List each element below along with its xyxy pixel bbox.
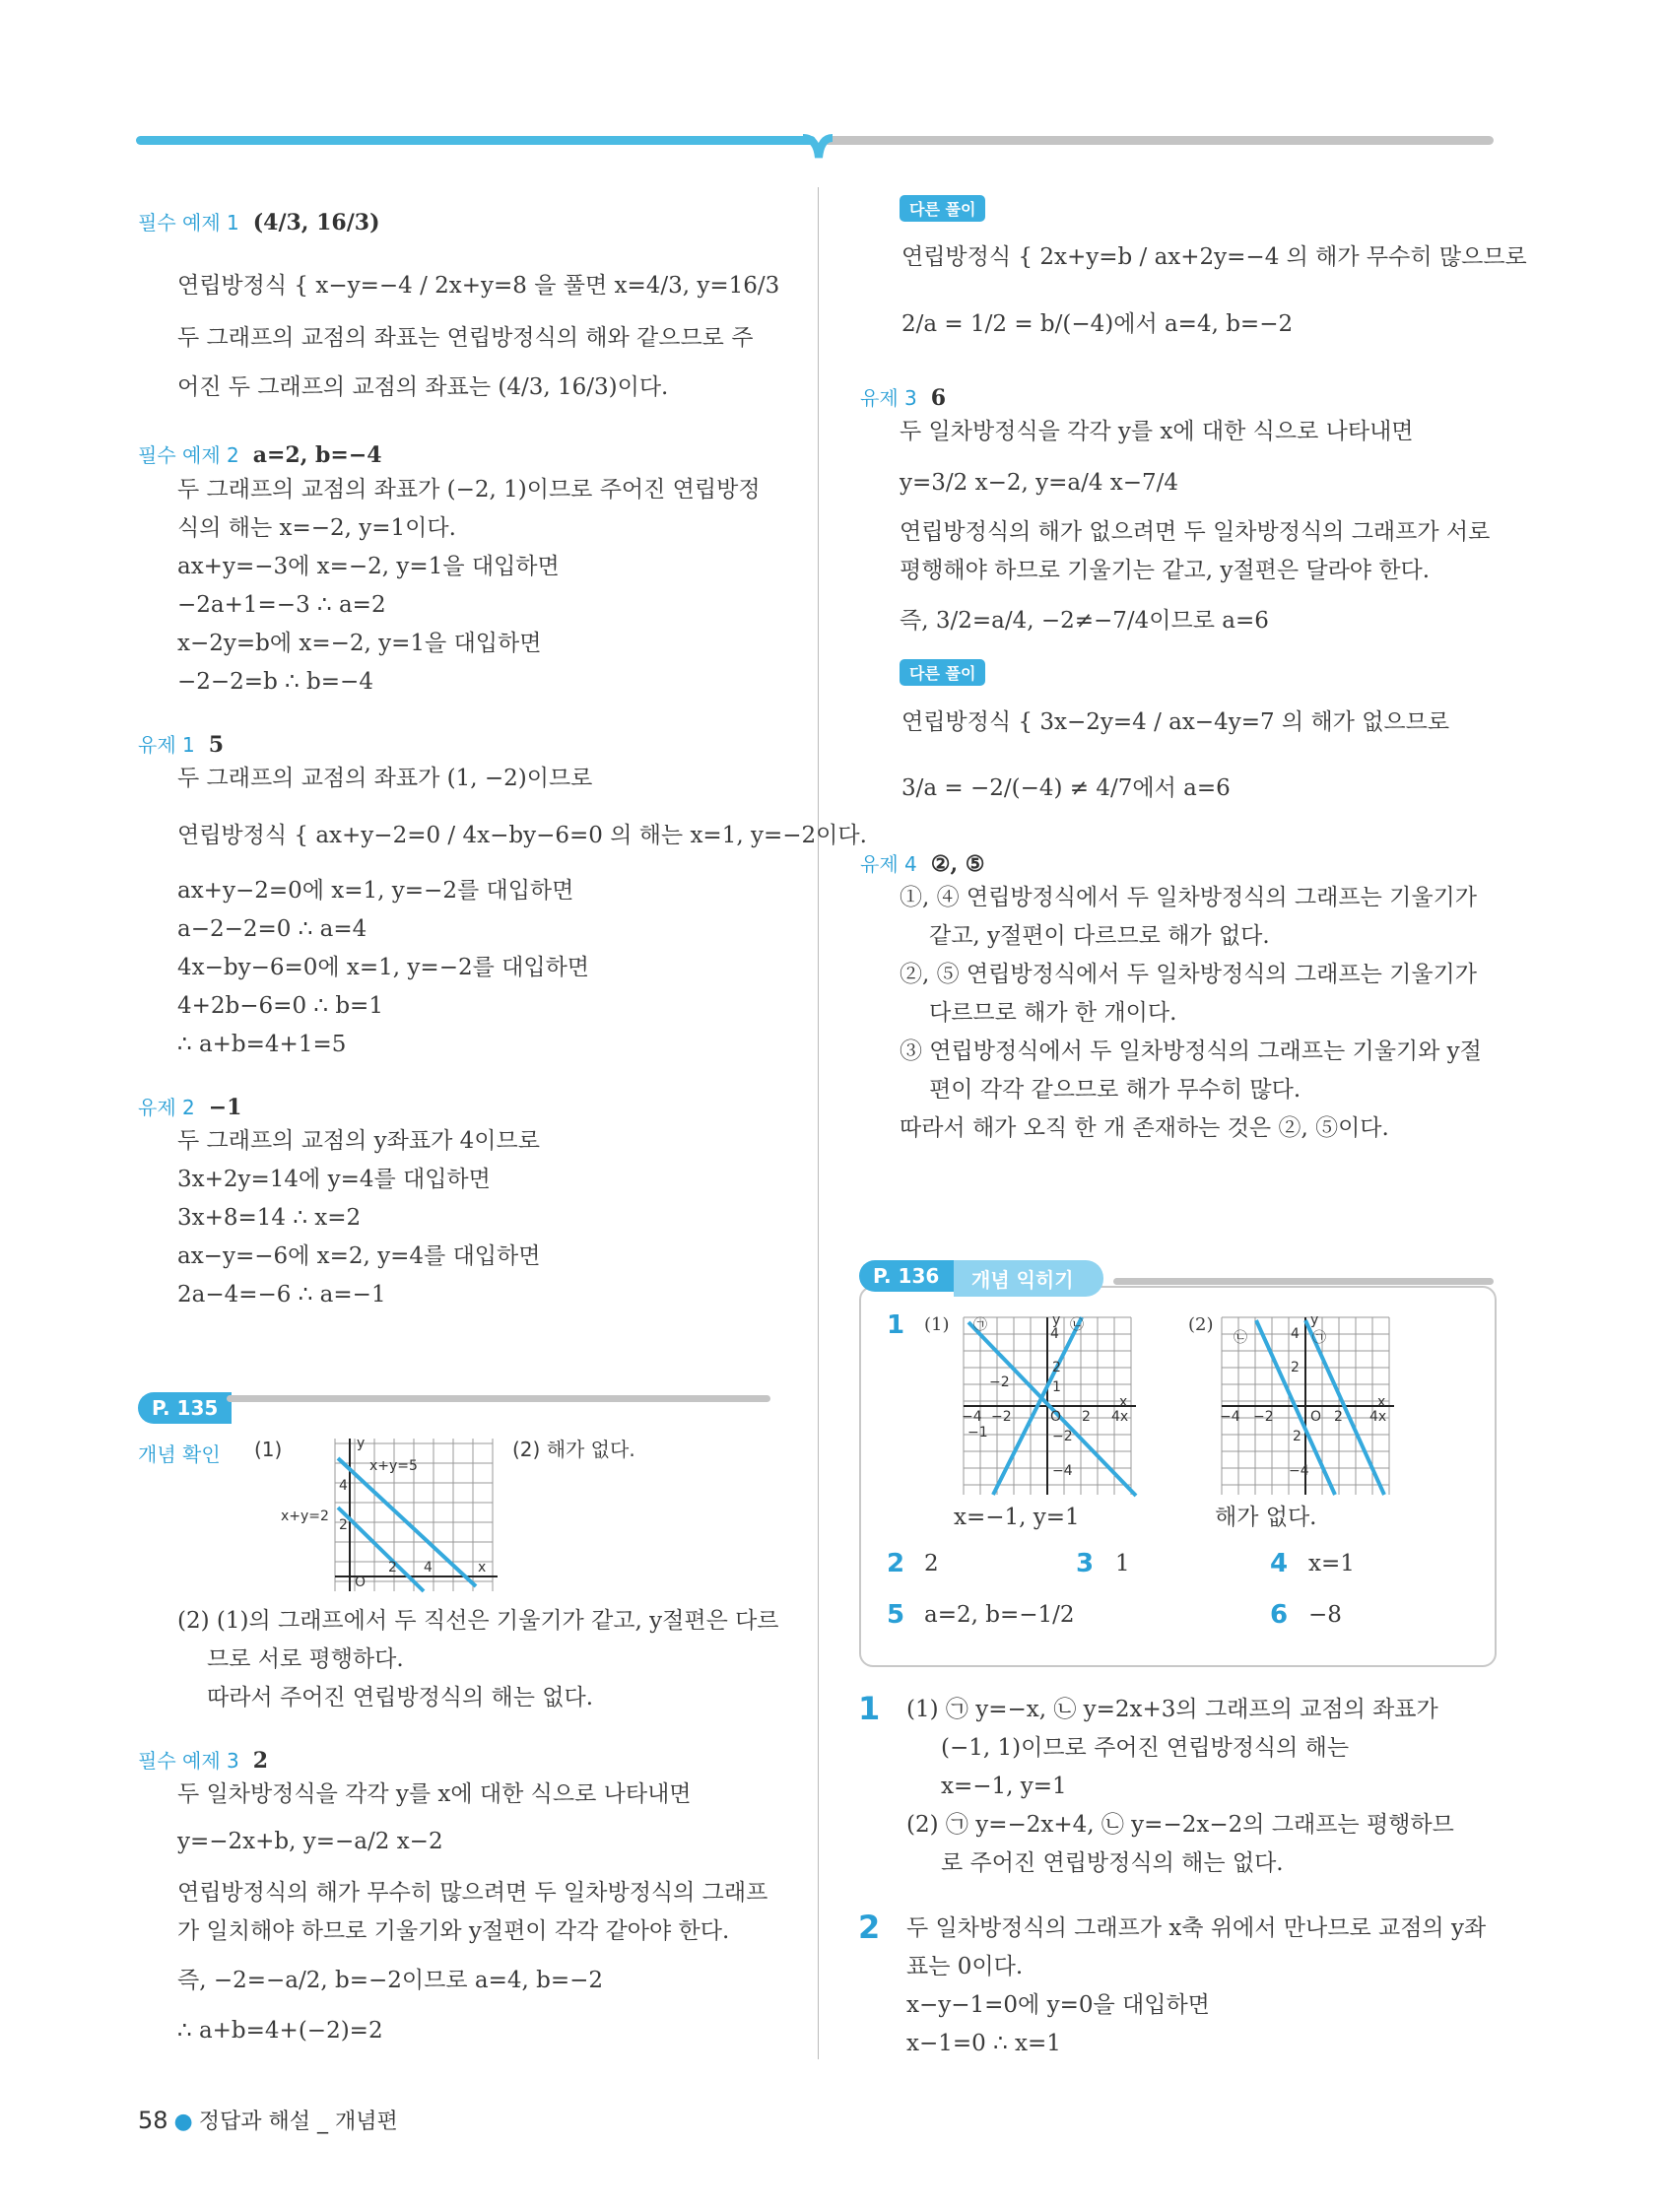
top-rule-left — [136, 136, 816, 145]
text-line: 3x+8=14 ∴ x=2 — [177, 1205, 362, 1231]
svg-text:−2: −2 — [991, 1409, 1012, 1425]
svg-text:㉠: ㉠ — [1312, 1330, 1326, 1346]
concept-check-2: (2) 해가 없다. — [512, 1438, 635, 1461]
svg-text:㉠: ㉠ — [973, 1317, 987, 1333]
text-line: 4x−by−6=0에 x=1, y=−2를 대입하면 — [177, 955, 590, 980]
page-badge-136: P. 136 — [859, 1260, 959, 1292]
graph-concept-check — [276, 1434, 502, 1601]
svg-text:4: 4 — [1291, 1326, 1300, 1342]
u4-heading: 유제 4 ②, ⑤ — [860, 851, 985, 877]
text-line: ①, ④ 연립방정식에서 두 일차방정식의 그래프는 기울기가 — [900, 885, 1477, 910]
svg-text:2: 2 — [1291, 1360, 1300, 1375]
text-line: 므로 서로 평행하다. — [207, 1646, 404, 1672]
svg-text:y: y — [1310, 1312, 1319, 1328]
text-line: x−1=0 ∴ x=1 — [906, 2031, 1061, 2056]
text-line: (1) ㉠ y=−x, ㉡ y=2x+3의 그래프의 교점의 좌표가 — [906, 1697, 1438, 1722]
svg-text:O: O — [355, 1575, 367, 1590]
text-line: 다르므로 해가 한 개이다. — [929, 1000, 1177, 1026]
text-line: 편이 각각 같으므로 해가 무수히 많다. — [929, 1077, 1301, 1103]
svg-text:4: 4 — [339, 1478, 348, 1494]
text-line: (−1, 1)이므로 주어진 연립방정식의 해는 — [941, 1735, 1350, 1761]
text-line: 식의 해는 x=−2, y=1이다. — [177, 515, 456, 541]
text-line: x−y−1=0에 y=0을 대입하면 — [906, 1992, 1210, 2018]
text-line: 3/a = −2/(−4) ≠ 4/7에서 a=6 — [901, 775, 1231, 801]
text-line: ax+y−2=0에 x=1, y=−2를 대입하면 — [177, 878, 574, 904]
text-line: 따라서 해가 오직 한 개 존재하는 것은 ②, ⑤이다. — [900, 1115, 1389, 1141]
concept-check-1: (1) — [254, 1438, 283, 1461]
svg-text:x: x — [1377, 1394, 1386, 1410]
svg-text:2: 2 — [388, 1560, 397, 1575]
svg-text:2: 2 — [339, 1517, 348, 1533]
text-line: 4+2b−6=0 ∴ b=1 — [177, 993, 383, 1019]
svg-text:−4: −4 — [1052, 1463, 1073, 1479]
text-line: 두 그래프의 교점의 좌표가 (−2, 1)이므로 주어진 연립방정 — [177, 477, 761, 503]
item-number: 5 — [887, 1600, 905, 1630]
svg-text:−1: −1 — [967, 1425, 988, 1441]
text-line: 두 그래프의 교점의 좌표가 (1, −2)이므로 — [177, 766, 593, 791]
svg-text:O: O — [1050, 1409, 1062, 1425]
item-number: 3 — [1076, 1549, 1095, 1578]
svg-text:−4: −4 — [1220, 1409, 1240, 1425]
svg-text:O: O — [1310, 1409, 1322, 1425]
example1-heading: 필수 예제 1 (4/3, 16/3) — [138, 210, 380, 235]
svg-text:−4: −4 — [962, 1409, 982, 1425]
text-line: 두 일차방정식을 각각 y를 x에 대한 식으로 나타내면 — [177, 1781, 692, 1807]
text-line: 어진 두 그래프의 교점의 좌표는 (4/3, 16/3)이다. — [177, 374, 669, 400]
text-line: ax−y=−6에 x=2, y=4를 대입하면 — [177, 1243, 541, 1269]
item-number: 1 — [887, 1310, 905, 1340]
svg-text:2: 2 — [1082, 1409, 1091, 1425]
text-line: 2/a = 1/2 = b/(−4)에서 a=4, b=−2 — [901, 311, 1294, 337]
text-line: x=−1, y=1 — [941, 1774, 1067, 1799]
text-line: y=−2x+b, y=−a/2 x−2 — [177, 1829, 443, 1854]
svg-text:−2: −2 — [989, 1374, 1010, 1390]
bullet-icon: ● — [173, 2110, 193, 2134]
svg-text:x: x — [1119, 1394, 1128, 1410]
item-sub-label: (2) — [1188, 1314, 1214, 1335]
text-line: −2a+1=−3 ∴ a=2 — [177, 592, 386, 618]
graph-practice-1-1 — [954, 1312, 1151, 1500]
page-footer — [138, 2105, 398, 2135]
practice-answer: −8 — [1308, 1602, 1342, 1628]
text-line: 연립방정식 { 3x−2y=4 / ax−4y=7 의 해가 없으므로 — [901, 709, 1450, 735]
u3-heading: 유제 3 6 — [860, 385, 947, 411]
svg-text:−2: −2 — [1052, 1429, 1073, 1444]
text-line: 평행해야 하므로 기울기는 같고, y절편은 달라야 한다. — [900, 558, 1431, 583]
text-line: a−2−2=0 ∴ a=4 — [177, 916, 367, 942]
svg-text:2: 2 — [1052, 1360, 1061, 1375]
text-line: 두 일차방정식의 그래프가 x축 위에서 만나므로 교점의 y좌 — [906, 1915, 1487, 1941]
u1-heading: 유제 1 5 — [138, 732, 225, 758]
example2-heading: 필수 예제 2 a=2, b=−4 — [138, 442, 382, 468]
svg-text:−2: −2 — [1253, 1409, 1274, 1425]
text-line: ∴ a+b=4+(−2)=2 — [177, 2018, 383, 2044]
practice-1-answer-2: 해가 없다. — [1215, 1505, 1317, 1530]
svg-text:4x: 4x — [1111, 1409, 1129, 1425]
item-number: 6 — [1270, 1600, 1289, 1630]
column-divider — [818, 187, 819, 2059]
solution-number: 2 — [858, 1909, 881, 1946]
text-line: 두 일차방정식을 각각 y를 x에 대한 식으로 나타내면 — [900, 419, 1414, 444]
text-line: −2−2=b ∴ b=−4 — [177, 669, 373, 695]
text-line: ∴ a+b=4+1=5 — [177, 1032, 347, 1057]
practice-1-answer-1: x=−1, y=1 — [954, 1505, 1080, 1530]
text-line: (2) ㉠ y=−2x+4, ㉡ y=−2x−2의 그래프는 평행하므 — [906, 1812, 1454, 1838]
text-line: 연립방정식 { 2x+y=b / ax+2y=−4 의 해가 무수히 많으므로 — [901, 244, 1527, 270]
concept-practice-title: 개념 익히기 — [954, 1260, 1103, 1297]
text-line: 연립방정식의 해가 무수히 많으려면 두 일차방정식의 그래프 — [177, 1880, 768, 1906]
page-number: 58 — [138, 2107, 168, 2134]
text-line: 같고, y절편이 다르므로 해가 없다. — [929, 923, 1270, 949]
text-line: x−2y=b에 x=−2, y=1을 대입하면 — [177, 631, 542, 656]
item-sub-label: (1) — [924, 1314, 950, 1335]
graph-label-x-plus-y-2: x+y=2 — [281, 1508, 329, 1524]
svg-text:y: y — [357, 1436, 366, 1451]
practice-answer: 2 — [924, 1551, 939, 1576]
text-line: (2) (1)의 그래프에서 두 직선은 기울기가 같고, y절편은 다르 — [177, 1608, 779, 1634]
alt-solution-tag: 다른 풀이 — [900, 195, 985, 222]
top-rule-notch — [803, 134, 833, 160]
text-line: 연립방정식의 해가 없으려면 두 일차방정식의 그래프가 서로 — [900, 519, 1491, 545]
alt-solution-tag: 다른 풀이 — [900, 659, 985, 686]
text-line: 즉, 3/2=a/4, −2≠−7/4이므로 a=6 — [900, 608, 1269, 634]
section-rule — [227, 1395, 770, 1402]
svg-text:1: 1 — [1052, 1379, 1061, 1395]
svg-text:−4: −4 — [1289, 1463, 1309, 1479]
text-line: 두 그래프의 교점의 좌표는 연립방정식의 해와 같으므로 주 — [177, 325, 754, 351]
practice-answer: x=1 — [1308, 1551, 1355, 1576]
text-line: 3x+2y=14에 y=4를 대입하면 — [177, 1167, 491, 1192]
u2-heading: 유제 2 −1 — [138, 1095, 242, 1120]
text-line: ③ 연립방정식에서 두 일차방정식의 그래프는 기울기와 y절 — [900, 1039, 1482, 1064]
practice-answer: 1 — [1115, 1551, 1130, 1576]
svg-text:4: 4 — [424, 1560, 433, 1575]
graph-label-x-plus-y-5: x+y=5 — [369, 1458, 418, 1474]
page-badge-135: P. 135 — [138, 1392, 232, 1424]
graph-practice-1-2 — [1212, 1312, 1409, 1500]
text-line: 표는 0이다. — [906, 1954, 1024, 1979]
concept-check-heading: 개념 확인 — [138, 1442, 221, 1466]
text-line: 연립방정식 { ax+y−2=0 / 4x−by−6=0 의 해는 x=1, y=−2이다. — [177, 823, 867, 848]
solution-number: 1 — [858, 1690, 881, 1727]
top-rule-right — [824, 136, 1494, 145]
svg-text:x: x — [478, 1560, 487, 1575]
svg-text:㉡: ㉡ — [1234, 1330, 1247, 1346]
text-line: ax+y=−3에 x=−2, y=1을 대입하면 — [177, 554, 560, 579]
svg-text:y: y — [1052, 1312, 1061, 1328]
section-rule — [1113, 1278, 1494, 1285]
text-line: 연립방정식 { x−y=−4 / 2x+y=8 을 풀면 x=4/3, y=16/3 — [177, 273, 780, 299]
text-line: y=3/2 x−2, y=a/4 x−7/4 — [900, 470, 1179, 496]
item-number: 2 — [887, 1549, 905, 1578]
text-line: 즉, −2=−a/2, b=−2이므로 a=4, b=−2 — [177, 1968, 604, 1993]
svg-text:4x: 4x — [1369, 1409, 1387, 1425]
svg-text:2: 2 — [1293, 1429, 1301, 1444]
text-line: 가 일치해야 하므로 기울기와 y절편이 각각 같아야 한다. — [177, 1918, 730, 1944]
svg-text:㉡: ㉡ — [1070, 1317, 1084, 1333]
practice-answer: a=2, b=−1/2 — [924, 1602, 1075, 1628]
item-number: 4 — [1270, 1549, 1289, 1578]
text-line: 2a−4=−6 ∴ a=−1 — [177, 1282, 386, 1307]
example3-heading: 필수 예제 3 2 — [138, 1748, 269, 1774]
text-line: 따라서 주어진 연립방정식의 해는 없다. — [207, 1685, 594, 1710]
text-line: ②, ⑤ 연립방정식에서 두 일차방정식의 그래프는 기울기가 — [900, 962, 1477, 987]
text-line: 로 주어진 연립방정식의 해는 없다. — [941, 1850, 1284, 1876]
svg-text:4: 4 — [1050, 1326, 1059, 1342]
text-line: 두 그래프의 교점의 y좌표가 4이므로 — [177, 1128, 540, 1154]
svg-text:2: 2 — [1334, 1409, 1343, 1425]
footer-title: 정답과 해설 _ 개념편 — [198, 2110, 398, 2134]
